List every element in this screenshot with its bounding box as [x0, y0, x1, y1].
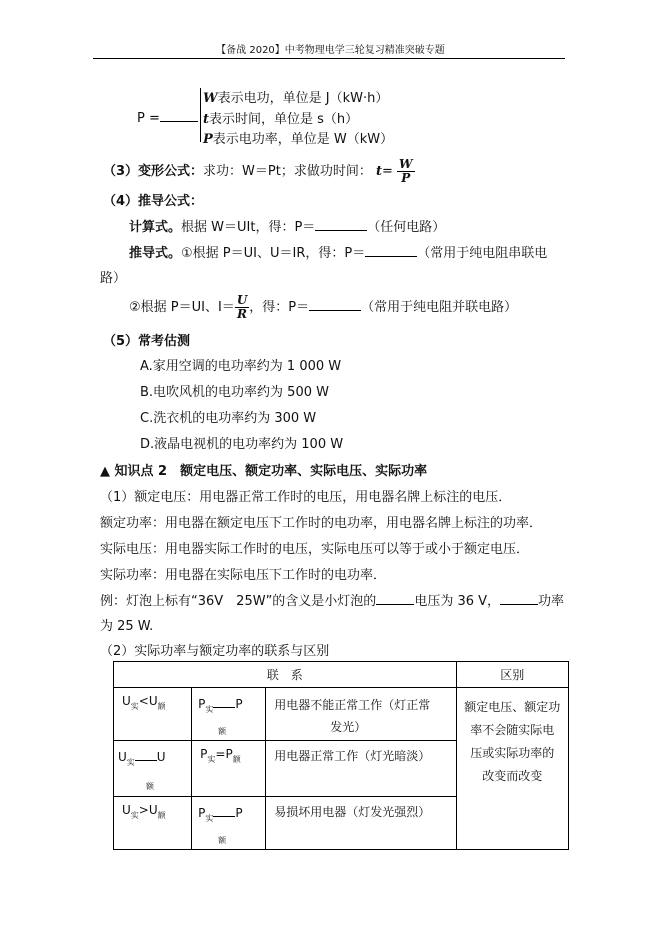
derive-label: 推导式。: [129, 246, 182, 261]
estimate-item: C.洗衣机的电功率约为 300 W: [140, 411, 317, 426]
u-sub: 实: [126, 758, 135, 767]
u-sub-rated: 额: [157, 811, 166, 820]
u-cell: [114, 741, 192, 797]
kp2-para-4: 实际功率：用电器在实际电压下工作时的电功率．: [100, 568, 387, 583]
effect-text: 易损坏用电器（灯发光强烈）: [274, 805, 431, 819]
calc-note: （任何电路）: [367, 220, 446, 235]
effect-text: 用电器正常工作（灯光暗淡）: [274, 749, 431, 763]
derive-formula-line: [129, 242, 547, 261]
diff-line: 额定电压、额定功: [464, 700, 561, 714]
estimate-item: B.电吹风机的电功率约为 500 W: [140, 385, 329, 400]
example-part-2: 电压为 36 V，: [414, 594, 501, 609]
fraction-w-over-p: [397, 158, 414, 185]
u-cell: [114, 688, 192, 741]
u-cell: [114, 797, 192, 850]
p-symbol: P: [203, 132, 213, 147]
p-cell: [192, 688, 266, 741]
calc-formula-line: [129, 216, 445, 235]
formula-line-1-text: 表示电功，单位是 J（kW·h）: [217, 91, 389, 106]
fraction-numerator: W: [399, 157, 413, 171]
w-symbol: W: [203, 91, 218, 106]
diff-line: 压或实际功率的: [470, 746, 555, 760]
formula-line-2-text: 表示时间，单位是 s（h）: [209, 112, 359, 127]
table-header-row: [114, 662, 569, 688]
fraction-r: R: [237, 307, 248, 321]
u-sub-rated: 额: [146, 782, 154, 791]
p-relation: P: [235, 697, 243, 711]
relation-table: [113, 661, 569, 850]
diff-line: 率不会随实际电: [470, 723, 555, 737]
formula-blank: [160, 108, 198, 122]
p-symbol: P: [198, 806, 206, 820]
u-blank: [135, 747, 157, 761]
difference-cell: [456, 688, 568, 850]
t-symbol-2: t: [375, 164, 382, 179]
effect-cell: [266, 741, 456, 797]
formula-line-3-text: 表示电功率，单位是 W（kW）: [212, 132, 394, 147]
calc-text: 根据 W＝UIt，得：P＝: [181, 220, 316, 235]
section-5-label: （5）常考估测: [103, 334, 191, 349]
header-rule: [93, 58, 565, 59]
p-relation: =P: [215, 747, 233, 761]
p-sub-rated: 额: [232, 755, 241, 764]
kp2-example-cont: 为 25 W.: [100, 619, 154, 634]
derive2-text: ②根据 P＝UI、I＝: [129, 300, 235, 315]
formula-line-1: [203, 87, 388, 106]
u-sub-rated: 额: [157, 702, 166, 711]
u-sub: 实: [130, 702, 139, 711]
derive2-mid: ，得：P＝: [249, 300, 310, 315]
formula-line-2: [203, 108, 358, 127]
diff-line: 改变而改变: [482, 769, 543, 783]
section-4-label: （4）推导公式：: [103, 194, 204, 209]
section-3-label: （3）变形公式：: [103, 164, 204, 179]
formula-lhs: [137, 108, 198, 126]
derive-blank: [365, 243, 417, 257]
calc-label: 计算式。: [129, 220, 182, 235]
section-3-text: 求功：W＝Pt；求做功时间：: [203, 164, 372, 179]
fraction-u: U: [236, 293, 248, 307]
p-symbol: P: [200, 747, 208, 761]
fraction-u-over-r: [235, 294, 249, 321]
fraction-denominator: P: [401, 171, 411, 185]
u-sub: 实: [130, 811, 139, 820]
p-sub-rated: 额: [218, 727, 227, 736]
derive-text: ①根据 P＝UI、U＝IR，得：P＝: [181, 246, 366, 261]
estimate-item: D.液晶电视机的电功率约为 100 W: [140, 437, 344, 452]
kp2-para-5: （2）实际功率与额定功率的联系与区别: [100, 644, 330, 659]
p-symbol: P: [198, 697, 206, 711]
u-symbol: U: [122, 803, 131, 817]
calc-blank: [315, 217, 367, 231]
u-relation: U: [156, 750, 166, 764]
effect-cell: [266, 688, 456, 741]
derive-note: （常用于纯电阻串联电: [417, 246, 548, 261]
header-relation: 联 系: [114, 662, 457, 688]
p-cell: [192, 797, 266, 850]
p-blank: [213, 803, 235, 817]
derive2-line: [129, 294, 517, 321]
example-part-1: 例：灯泡上标有“36V 25W”的含义是小灯泡的: [100, 594, 377, 609]
derive2-blank: [309, 297, 361, 311]
u-symbol: U: [122, 694, 131, 708]
effect-text: 用电器不能正常工作（灯正常: [274, 698, 431, 712]
kp2-para-1: （1）额定电压：用电器正常工作时的电压，用电器名牌上标注的电压．: [100, 490, 512, 505]
equals-sign: =: [382, 164, 393, 179]
derive2-note: （常用于纯电阻并联电路）: [361, 300, 518, 315]
derive-note-cont: 路）: [100, 271, 127, 286]
p-sub: 实: [205, 814, 214, 823]
u-symbol: U: [118, 750, 127, 764]
effect-cell: [266, 797, 456, 850]
p-relation: P: [235, 806, 243, 820]
kp2-para-2: 额定功率：用电器在额定电压下工作时的电功率，用电器名牌上标注的功率．: [100, 516, 543, 531]
kp2-title: ▲ 知识点 2 额定电压、额定功率、实际电压、实际功率: [100, 464, 428, 479]
p-sub: 实: [207, 755, 216, 764]
t-symbol: t: [203, 112, 210, 127]
example-part-3: 功率: [538, 594, 565, 609]
p-sub: 实: [205, 705, 214, 714]
p-blank: [213, 694, 235, 708]
effect-text-cont: 发光）: [330, 720, 367, 734]
kp2-example: [100, 590, 564, 609]
kp2-para-3: 实际电压：用电器实际工作时的电压，实际电压可以等于或小于额定电压．: [100, 542, 530, 557]
example-blank-1: [376, 591, 414, 605]
p-sub-rated: 额: [218, 836, 227, 845]
p-cell: [192, 741, 266, 797]
section-3: [103, 158, 415, 185]
page-header: 【备战 2020】中考物理电学三轮复习精准突破专题: [216, 45, 445, 56]
formula-line-3: [203, 128, 393, 147]
u-relation: <U: [138, 694, 158, 708]
formula-lhs-text: P =: [137, 111, 160, 126]
example-blank-2: [500, 591, 538, 605]
u-relation: >U: [138, 803, 158, 817]
header-difference: 区别: [456, 662, 568, 688]
estimate-item: A.家用空调的电功率约为 1 000 W: [140, 359, 342, 374]
table-row: [114, 688, 569, 741]
